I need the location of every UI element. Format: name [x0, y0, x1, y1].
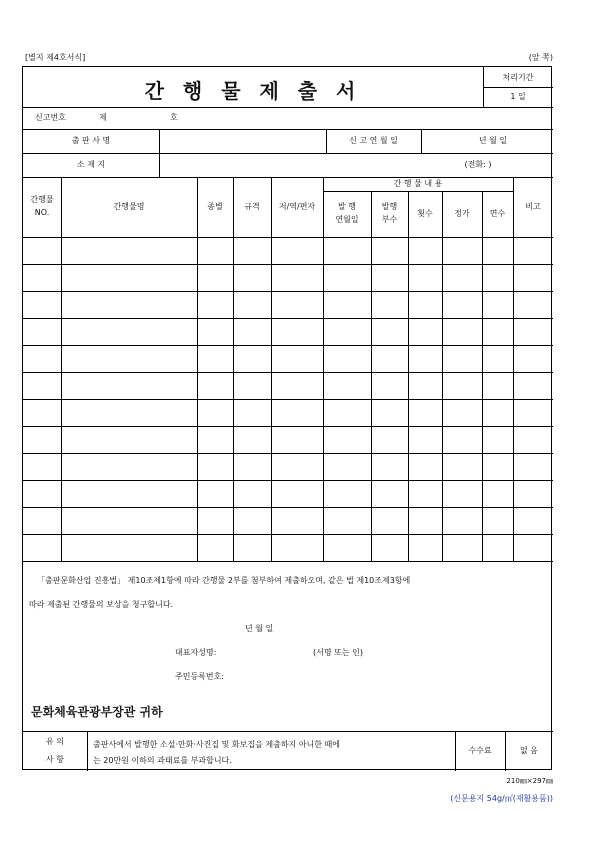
table-row: [23, 399, 553, 427]
page-side-label: (앞 쪽): [528, 53, 553, 62]
processing-period-label: 처리기간: [502, 72, 534, 82]
report-date-label: 신 고 연 월 일: [349, 135, 398, 145]
statement-line-1: 「출판문화산업 진흥법」 제10조제1항에 따라 간행물 2부를 첨부하여 제출하오며, 같은 법 제10조제3항에: [37, 576, 411, 585]
report-date-value: 년 월 일: [478, 135, 508, 145]
form-number: [별지 제4호서식]: [25, 53, 86, 62]
registration-number-label: 주민등록번호:: [175, 672, 225, 681]
col-header-spec: 규격: [244, 201, 260, 211]
table-row: [23, 372, 553, 400]
col-header-type: 종별: [207, 201, 223, 211]
notice-text-1: 출판사에서 발행한 소설·만화·사진집 및 화보집을 제출하지 아니한 때에: [93, 740, 340, 749]
table-row: [23, 453, 553, 481]
col-header-no: 간행물 NO.: [30, 195, 54, 217]
notice-text-2: 는 20만원 이하의 과태료를 부과합니다.: [93, 756, 232, 765]
col-header-content: 간 행 물 내 용: [393, 178, 443, 188]
statement-date: 년 월 일: [245, 624, 274, 633]
table-row: [23, 291, 553, 319]
col-header-copies: 발행 부수: [381, 202, 398, 224]
representative-name-label: 대표자성명:: [175, 648, 217, 657]
col-header-pages: 면수: [489, 208, 506, 218]
col-header-author: 저/역/편자: [278, 201, 316, 211]
report-number-label: 신고번호: [35, 112, 66, 122]
table-row: [23, 345, 553, 373]
table-row: [23, 318, 553, 346]
table-row: [23, 264, 553, 292]
statement-line-2: 따라 제출된 간행물의 보상을 청구합니다.: [29, 600, 174, 609]
submission-form: [22, 66, 552, 770]
col-header-name: 간행물명: [113, 201, 145, 211]
location-label: 소 재 지: [76, 159, 106, 169]
table-row: [23, 480, 553, 508]
fee-label: 수수료: [468, 745, 492, 755]
table-row: [23, 507, 553, 535]
publisher-name-label: 출 판 사 명: [71, 135, 111, 145]
col-header-price: 정가: [454, 208, 470, 218]
phone-field: (전화: ): [464, 159, 492, 169]
notice-label-1: 유 의: [46, 736, 64, 746]
table-row: [23, 534, 553, 562]
fee-value: 없 음: [520, 745, 538, 755]
processing-period-value: 1 일: [510, 91, 526, 101]
addressee: 문화체육관광부장관 귀하: [31, 705, 163, 719]
col-header-issue-date: 발 행 연월일: [335, 202, 359, 224]
signature-label: (서명 또는 인): [313, 648, 363, 657]
col-header-remark: 비고: [525, 201, 541, 211]
paper-size: 210㎜×297㎜: [506, 777, 553, 785]
report-unit-suffix: 호: [170, 112, 178, 122]
paper-spec: (신문용지 54g/㎡(재활용품)): [450, 794, 553, 803]
col-header-count: 횟수: [417, 208, 433, 218]
notice-label-2: 사 항: [46, 754, 64, 764]
form-title: 간 행 물 제 출 서: [144, 79, 362, 103]
table-row: [23, 237, 553, 264]
report-unit-prefix: 제: [99, 112, 107, 122]
table-row: [23, 426, 553, 454]
